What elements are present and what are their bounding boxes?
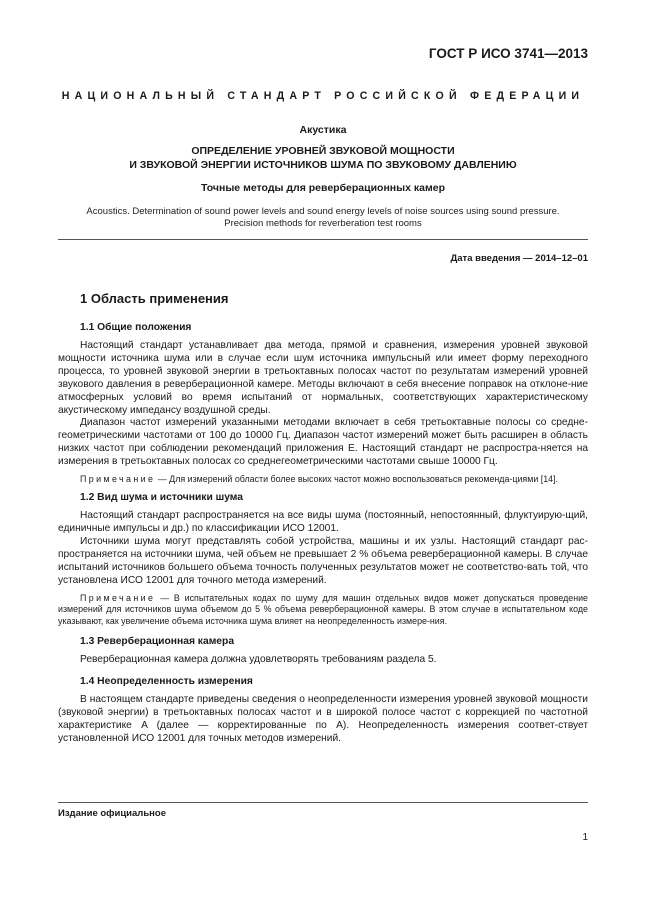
note [58, 474, 588, 485]
subsection-heading: 1.2 Вид шума и источники шума [80, 492, 244, 504]
paragraph: Реверберационная камера должна удовлетворять требованиям раздела 5. [80, 654, 437, 666]
note-text: — Для измерений области более высоких частот можно воспользоваться рекоменда-циями [14]. [155, 474, 559, 485]
section-heading: 1 Область применения [80, 291, 229, 306]
title-line: И ЗВУКОВОЙ ЭНЕРГИИ ИСТОЧНИКОВ ШУМА ПО ЗВУКОВОМУ ДАВЛЕНИЮ [129, 158, 517, 171]
standard-banner: НАЦИОНАЛЬНЫЙ СТАНДАРТ РОССИЙСКОЙ ФЕДЕРАЦИИ [61, 90, 585, 102]
document-subtitle: Точные методы для реверберационных камер [201, 182, 445, 194]
note-text: — В испытательных кодах по шуму для машин отдельных видов может допускаться проведение измерений для источников шума объемом до 5 % объема реверберационной камеры. В этом случае в испытательном коде указывают, как увеличение объема источника шума влияет на неопределенность измере-ния. [58, 592, 588, 626]
paragraph: Диапазон частот измерений указанными методами включает в себя третьоктавные полосы со средне-геометрическими частотами от 100 до 10000 Гц. Диапазон частот измерений может быть расширен в область низких частот при соблюдении рекомендаций приложения Е. Настоящий стандарт не распростра-няется на измерения в третьоктавных полосах со среднегеометрическими частотами свыше 10000 Гц. [58, 417, 588, 468]
edition-label: Издание официальное [58, 808, 166, 819]
document-code: ГОСТ Р ИСО 3741—2013 [428, 46, 588, 61]
english-title-line: Precision methods for reverberation test rooms [224, 218, 422, 229]
document-body [58, 290, 588, 746]
note-label: Примечание [80, 592, 156, 603]
title-line: ОПРЕДЕЛЕНИЕ УРОВНЕЙ ЗВУКОВОЙ МОЩНОСТИ [191, 145, 455, 157]
note [58, 593, 588, 627]
page-number: 1 [582, 832, 588, 843]
document-title [58, 145, 588, 172]
subsection-heading: 1.1 Общие положения [80, 322, 192, 333]
english-title [58, 206, 588, 230]
paragraph: Источники шума могут представлять собой устройства, машины и их узлы. Настоящий стандарт рас-пространяется на источники шума, чей объем не превышает 2 % объема реверберационной камеры. В случае испытаний источников большего объема точность полученных результатов может не соответство-вать той, что установлена ИСО 12001 для точного метода измерений. [58, 536, 588, 586]
header-divider [58, 239, 588, 240]
subject-field: Акустика [299, 124, 347, 136]
paragraph: В настоящем стандарте приведены сведения о неопределенности измерения уровней звуковой мощности (звуковой энергии) в третьоктавных полосах частот и в широкой полосе частот с коррекцией по частотной характеристике A (далее — корректированные по A). Неопределенность измерения соответ-ствует установленной ИСО 12001 для точных методов измерений. [58, 694, 588, 744]
footer-divider [58, 802, 588, 803]
note-label: Примечание [80, 474, 156, 485]
subsection-heading: 1.4 Неопределенность измерения [80, 676, 253, 688]
english-title-line: Acoustics. Determination of sound power levels and sound energy levels of noise sources using sound pressure. [86, 206, 560, 217]
introduction-date: Дата введения — 2014–12–01 [450, 253, 588, 264]
paragraph: Настоящий стандарт устанавливает два метода, прямой и сравнения, измерения уровней звуковой мощности источника шума или в случае если шум источника импульсный или имеет форму переходного процесса, то уровней звуковой энергии в третьоктавных полосах частот по результатам измерений уровней звукового давления в реверберационной камере. Методы включают в себя внесение поправок на отклоне-ние атмосферных условий во время испытаний от нормальных, соответствующих характеристическому акустическому импедансу воздушной среды. [58, 340, 588, 416]
subsection-heading: 1.3 Реверберационная камера [80, 636, 235, 648]
paragraph: Настоящий стандарт распространяется на все виды шума (постоянный, непостоянный, флуктуирую-щий, единичные импульсы и др.) по классификации ИСО 12001. [58, 510, 588, 535]
